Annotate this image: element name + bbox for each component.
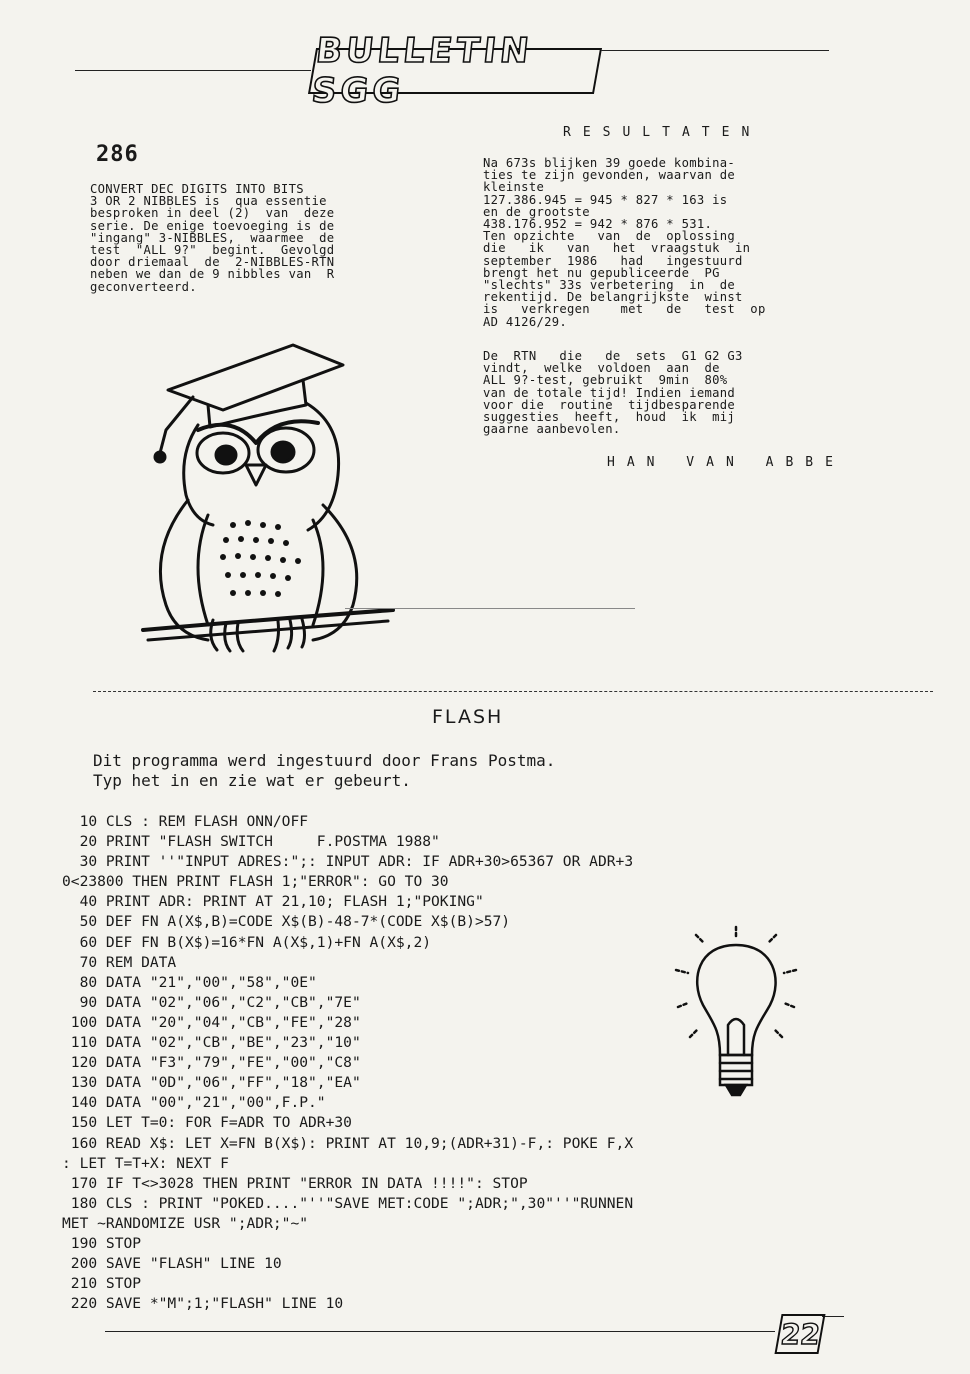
text-line: gaarne aanbevolen. — [483, 422, 621, 437]
code-line: 210 STOP — [62, 1275, 142, 1293]
text-line: Na 673s blijken 39 goede kombina- — [483, 156, 736, 170]
text-line: test "ALL 9?" begint. Gevolgd — [90, 243, 335, 258]
text-line: serie. De enige toevoeging is de — [90, 218, 335, 233]
text-line: kleinste — [483, 180, 545, 195]
author: HAN VAN ABBE — [607, 455, 845, 470]
code-line: MET ~RANDOMIZE USR ";ADR;"~" — [62, 1214, 309, 1232]
code-line: 40 PRINT ADR: PRINT AT 21,10; FLASH 1;"POKING" — [62, 893, 484, 911]
code-line: 20 PRINT "FLASH SWITCH F.POSTMA 1988" — [62, 833, 440, 851]
left-article-text — [90, 183, 334, 293]
owl-graduate-icon — [138, 335, 398, 660]
text-line: 438.176.952 = 942 * 876 * 531. — [483, 217, 713, 232]
flash-intro — [93, 751, 555, 791]
results-heading: RESULTATEN — [563, 125, 762, 140]
code-line: 30 PRINT ''"INPUT ADRES:";: INPUT ADR: IF ADR+30>65367 OR ADR+3 — [62, 853, 634, 871]
text-line: "slechts" 33s verbetering in de — [483, 278, 736, 293]
section-divider — [93, 691, 933, 692]
masthead — [308, 31, 602, 111]
code-line: 10 CLS : REM FLASH ONN/OFF — [62, 813, 309, 830]
text-line: september 1986 had ingestuurd — [483, 253, 743, 268]
results-paragraph-2 — [483, 350, 743, 435]
page-number — [774, 1314, 825, 1354]
code-line: 110 DATA "02","CB","BE","23","10" — [62, 1034, 361, 1052]
code-line: 180 CLS : PRINT "POKED...."''"SAVE MET:CODE ";ADR;",30"''"RUNNEN — [62, 1194, 634, 1212]
top-rule-left — [75, 70, 311, 71]
code-line: 140 DATA "00","21","00",F.P." — [62, 1094, 326, 1112]
text-line: AD 4126/29. — [483, 314, 568, 329]
text-line: voor die routine tijdbesparende — [483, 397, 736, 412]
intro-line: Dit programma werd ingestuurd door Frans Postma. — [93, 751, 556, 770]
flash-code-listing — [62, 812, 633, 1314]
code-line: 160 READ X$: LET X=FN B(X$): PRINT AT 10,9;(ADR+31)-F,: POKE F,X — [62, 1134, 634, 1152]
text-line: 127.386.945 = 945 * 827 * 163 is — [483, 192, 728, 207]
text-line: rekentijd. De belangrijkste winst — [483, 290, 743, 305]
code-line: 60 DEF FN B(X$)=16*FN A(X$,1)+FN A(X$,2) — [62, 933, 432, 951]
text-line: 3 OR 2 NIBBLES is qua essentie — [90, 194, 327, 209]
lightbulb-icon — [668, 925, 803, 1105]
code-line: : LET T=T+X: NEXT F — [62, 1154, 229, 1172]
text-line: en de grootste — [483, 204, 590, 219]
text-line: door driemaal de 2-NIBBLES-RTN — [90, 255, 335, 270]
text-line: die ik van het vraagstuk in — [483, 241, 751, 256]
text-line: geconverteerd. — [90, 279, 197, 294]
code-line: 130 DATA "0D","06","FF","18","EA" — [62, 1074, 361, 1092]
text-line: neben we dan de 9 nibbles van R — [90, 267, 335, 282]
bottom-rule-left — [105, 1331, 775, 1332]
text-line: suggesties heeft, houd ik mij — [483, 410, 736, 425]
text-line: De RTN die de sets G1 G2 G3 — [483, 349, 743, 363]
text-line: van de totale tijd! Indien iemand — [483, 385, 736, 400]
code-line: 80 DATA "21","00","58","0E" — [62, 973, 317, 991]
mid-rule — [345, 608, 635, 609]
text-line: "ingang" 3-NIBBLES, waarmee de — [90, 230, 335, 245]
code-line: 70 REM DATA — [62, 953, 177, 971]
results-paragraph-1 — [483, 157, 766, 328]
code-line: 120 DATA "F3","79","FE","00","C8" — [62, 1054, 361, 1072]
text-line: besproken in deel (2) van deze — [90, 206, 335, 221]
code-line: 190 STOP — [62, 1234, 142, 1252]
code-line: 0<23800 THEN PRINT FLASH 1;"ERROR": GO TO 30 — [62, 873, 449, 891]
code-line: 200 SAVE "FLASH" LINE 10 — [62, 1255, 282, 1273]
article-number: 286 — [96, 142, 139, 167]
code-line: 220 SAVE *"M";1;"FLASH" LINE 10 — [62, 1295, 344, 1313]
code-line: 50 DEF FN A(X$,B)=CODE X$(B)-48-7*(CODE X$(B)>57) — [62, 913, 511, 931]
text-line: Ten opzichte van de oplossing — [483, 229, 736, 244]
intro-line: Typ het in en zie wat er gebeurt. — [93, 771, 411, 790]
text-line: ALL 9?-test, gebruikt 9min 80% — [483, 373, 728, 388]
text-line: vindt, welke voldoen aan de — [483, 361, 720, 376]
code-line: 150 LET T=0: FOR F=ADR TO ADR+30 — [62, 1114, 352, 1132]
code-line: 90 DATA "02","06","C2","CB","7E" — [62, 993, 361, 1011]
text-line: is verkregen met de test op — [483, 302, 766, 317]
text-line: brengt het nu gepubliceerde PG — [483, 265, 720, 280]
code-line: 100 DATA "20","04","CB","FE","28" — [62, 1013, 361, 1031]
flash-title: FLASH — [432, 706, 504, 728]
masthead-title: BULLETIN SGG — [309, 31, 535, 111]
bottom-rule-right — [822, 1316, 844, 1317]
code-line: 170 IF T<>3028 THEN PRINT "ERROR IN DATA !!!!": STOP — [62, 1174, 528, 1192]
top-rule-right — [597, 50, 829, 51]
page-number-text: 22 — [778, 1317, 822, 1351]
text-line: ties te zijn gevonden, waarvan de — [483, 168, 736, 183]
text-line: CONVERT DEC DIGITS INTO BITS — [90, 182, 304, 196]
